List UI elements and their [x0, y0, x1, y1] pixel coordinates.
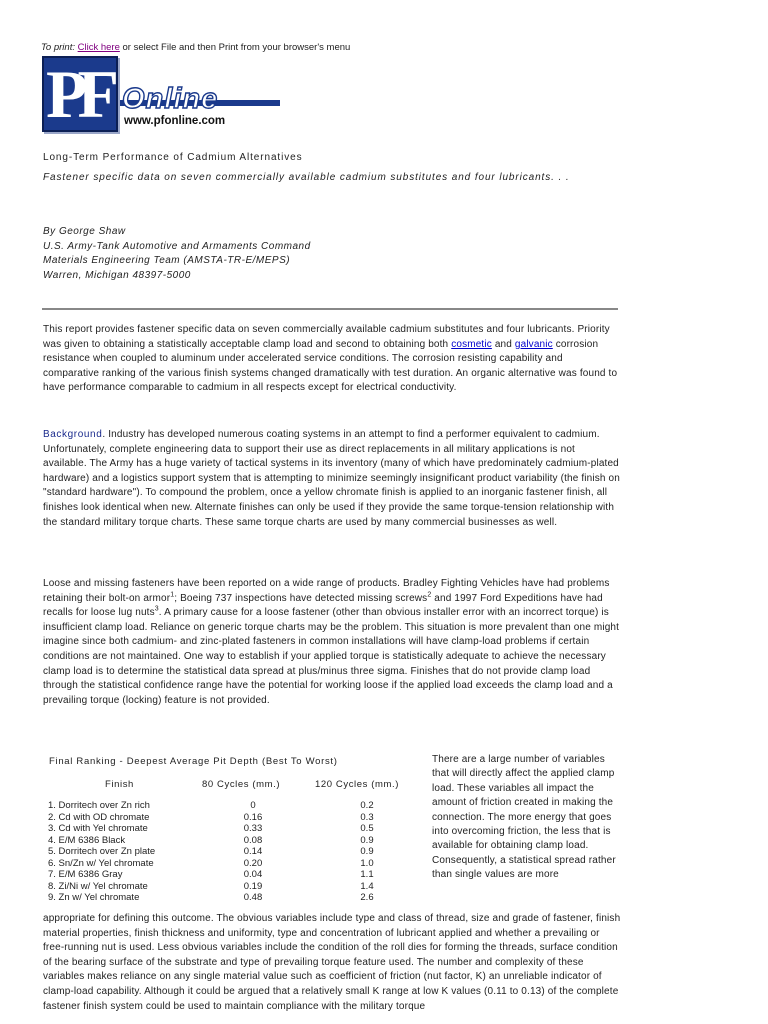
column-header-120-cycles: 120 Cycles (mm.)	[315, 779, 400, 790]
byline	[43, 225, 311, 283]
finish-cell: 9. Zn w/ Yel chromate	[48, 892, 140, 903]
footnote-1: 1	[170, 591, 175, 599]
finish-cell: 7. E/M 6386 Gray	[48, 869, 123, 880]
table-row	[48, 892, 418, 903]
cycles-120-cell: 0.9	[360, 834, 374, 846]
table-row	[48, 823, 418, 834]
table-row	[48, 812, 418, 823]
cycles-80-cell: 0	[250, 800, 256, 811]
cycles-120-cell: 0.2	[360, 800, 374, 811]
pf-logo-letters: PF	[46, 56, 110, 132]
cosmetic-link[interactable]: cosmetic	[451, 338, 492, 350]
cycles-120-cell: 0.3	[360, 811, 374, 823]
cycles-120-cell: 1.4	[360, 880, 374, 892]
cycles-120-cell: 2.6	[360, 892, 374, 903]
p3-text-c: and 1997 Ford Expeditions have had recalls for loose lug nuts	[43, 592, 603, 619]
byline-team: Materials Engineering Team (AMSTA-TR-E/MEPS)	[43, 255, 291, 266]
p3-text-d: . A primary cause for a loose fastener (other than obvious installer error with an incorrect torque) is insufficient clamp load. Reliance on generic torque charts may be the problem. This situation is more prevalent than one might imagine since both cadmium- and zinc-plated fasteners in common installations will have clamp-load problems if certain conditions are not maintained. One way to establish if your applied torque is statistically adequate to achieve the necessary clamp load is to determine the statistical data spread at plus/minus three sigma. Finishes that do not provide clamp load through the statistical confidence range have the potential for working loose if the applied load exceeds the clamp load and a prevailing torque (locking) feature is not provided.	[43, 607, 620, 706]
cycles-80-cell: 0.33	[243, 823, 263, 834]
footnote-3: 3	[154, 605, 159, 613]
print-instructions-text: or select File and then Print from your browser's menu	[122, 42, 351, 53]
byline-location: Warren, Michigan 48397-5000	[43, 269, 191, 281]
finish-cell: 6. Sn/Zn w/ Yel chromate	[48, 857, 154, 869]
p1-text-b: and	[494, 338, 512, 350]
galvanic-link[interactable]: galvanic	[514, 338, 553, 350]
table-row	[48, 846, 418, 857]
cycles-80-cell: 0.19	[243, 880, 263, 892]
table-row	[48, 800, 418, 811]
ranking-table-title: Final Ranking - Deepest Average Pit Depth (Best To Worst)	[49, 756, 338, 767]
footnote-2: 2	[427, 591, 432, 599]
byline-author: By George Shaw	[43, 226, 126, 237]
table-row	[48, 881, 418, 892]
cycles-120-cell: 0.9	[360, 846, 374, 857]
logo-url: www.pfonline.com	[124, 115, 226, 127]
cycles-80-cell: 0.16	[243, 811, 263, 823]
finish-cell: 8. Zi/Ni w/ Yel chromate	[48, 880, 148, 892]
pf-logo-mark	[42, 56, 118, 132]
cycles-80-cell: 0.14	[243, 846, 263, 857]
p1-text-c: corrosion resistance when coupled to aluminum under accelerated service conditions. The corrosion resisting capability and comparative ranking of the various finish systems changed dramatically with test duration. An organic alternative was found to have performance comparable to cadmium in all respects except for electrical conductivity.	[43, 338, 618, 394]
cycles-80-cell: 0.20	[243, 857, 263, 869]
paragraph-loose-fasteners	[43, 577, 621, 708]
cycles-120-cell: 1.0	[360, 857, 374, 869]
horizontal-divider	[42, 308, 618, 310]
p1-text-a: This report provides fastener specific data on seven commercially available cadmium substitutes and four lubricants. Priority was given to obtaining a statistically acceptable clamp load and second to obtaining both	[43, 324, 610, 350]
finish-cell: 1. Dorritech over Zn rich	[48, 800, 150, 811]
pf-online-logo	[42, 56, 282, 132]
column-header-finish: Finish	[105, 779, 134, 790]
p3-text-b: ; Boeing 737 inspections have detected missing screws	[174, 592, 428, 604]
background-heading: Background	[43, 429, 103, 440]
byline-organization: U.S. Army-Tank Automotive and Armaments Command	[43, 240, 311, 252]
finish-cell: 4. E/M 6386 Black	[48, 834, 126, 846]
p3-text-a: Loose and missing fasteners have been reported on a wide range of products. Bradley Fighting Vehicles have had problems retaining their bolt-on armor	[43, 578, 610, 604]
article-subtitle: Fastener specific data on seven commercially available cadmium substitutes and four lubricants. . .	[43, 172, 570, 183]
finish-cell: 2. Cd with OD chromate	[48, 811, 150, 823]
finish-cell: 3. Cd with Yel chromate	[48, 823, 148, 834]
background-text: . Industry has developed numerous coating systems in an attempt to find a performer equivalent to cadmium. Unfortunately, complete engineering data to support their use as direct replacements in all military applications is not available. The Army has a huge variety of tactical systems in its inventory (many of which have predominately cadmium-plated hardware) and a logistics support system that is attempting to minimize seemingly insignificant product variability (the finish on "standard hardware"). To compound the problem, once a yellow chromate finish is applied to an inorganic fastener finish, all finishes look identical when new. Alternate finishes can only be used if they provide the same torque-tension relationship with the standard military torque charts. These same torque charts are used by many commercial businesses as well.	[43, 429, 620, 528]
cycles-80-cell: 0.08	[243, 834, 263, 846]
paragraph-variables-side: There are a large number of variables that will directly affect the applied clamp load. These variables all impact the amount of friction created in making the connection. The more energy that goes into overcoming friction, the less that is available for obtaining clamp load. Consequently, a statistical spread rather than single values are more	[432, 754, 616, 881]
online-wordmark: Online	[122, 83, 219, 115]
cycles-120-cell: 1.1	[360, 869, 374, 880]
finish-cell: 5. Dorritech over Zn plate	[48, 846, 156, 857]
article-title: Long-Term Performance of Cadmium Alternatives	[43, 152, 303, 163]
table-row	[48, 835, 418, 846]
cycles-80-cell: 0.04	[243, 869, 263, 880]
paragraph-background	[43, 428, 621, 530]
table-row	[48, 869, 418, 880]
print-link[interactable]: Click here	[77, 42, 120, 53]
cycles-80-cell: 0.48	[243, 892, 263, 903]
print-label: To print:	[41, 42, 75, 53]
print-instructions	[41, 42, 350, 53]
paragraph-abstract	[43, 323, 621, 396]
cycles-120-cell: 0.5	[360, 823, 374, 834]
table-row	[48, 858, 418, 869]
column-header-80-cycles: 80 Cycles (mm.)	[202, 779, 281, 790]
paragraph-variables-continued: appropriate for defining this outcome. The obvious variables include type and class of thread, size and grade of fastener, finish material properties, finish thickness and uniformity, type and concentration of lubricant applied and whether a prevailing or free-running nut is used. Less obvious variables include the condition of the roll dies for forming the threads, surface condition of the bearing surface of the substrate and type of prevailing torque feature used. The number and complexity of these variables makes reliance on any single material value such as coefficient of friction (nut factor, K) an unreliable indicator of clamp-load capability. Although it could be argued that a relatively small K range at low K values (0.11 to 0.13) of the complete fastener finish system could be used to maintain compliance with the military torque	[43, 913, 621, 1012]
